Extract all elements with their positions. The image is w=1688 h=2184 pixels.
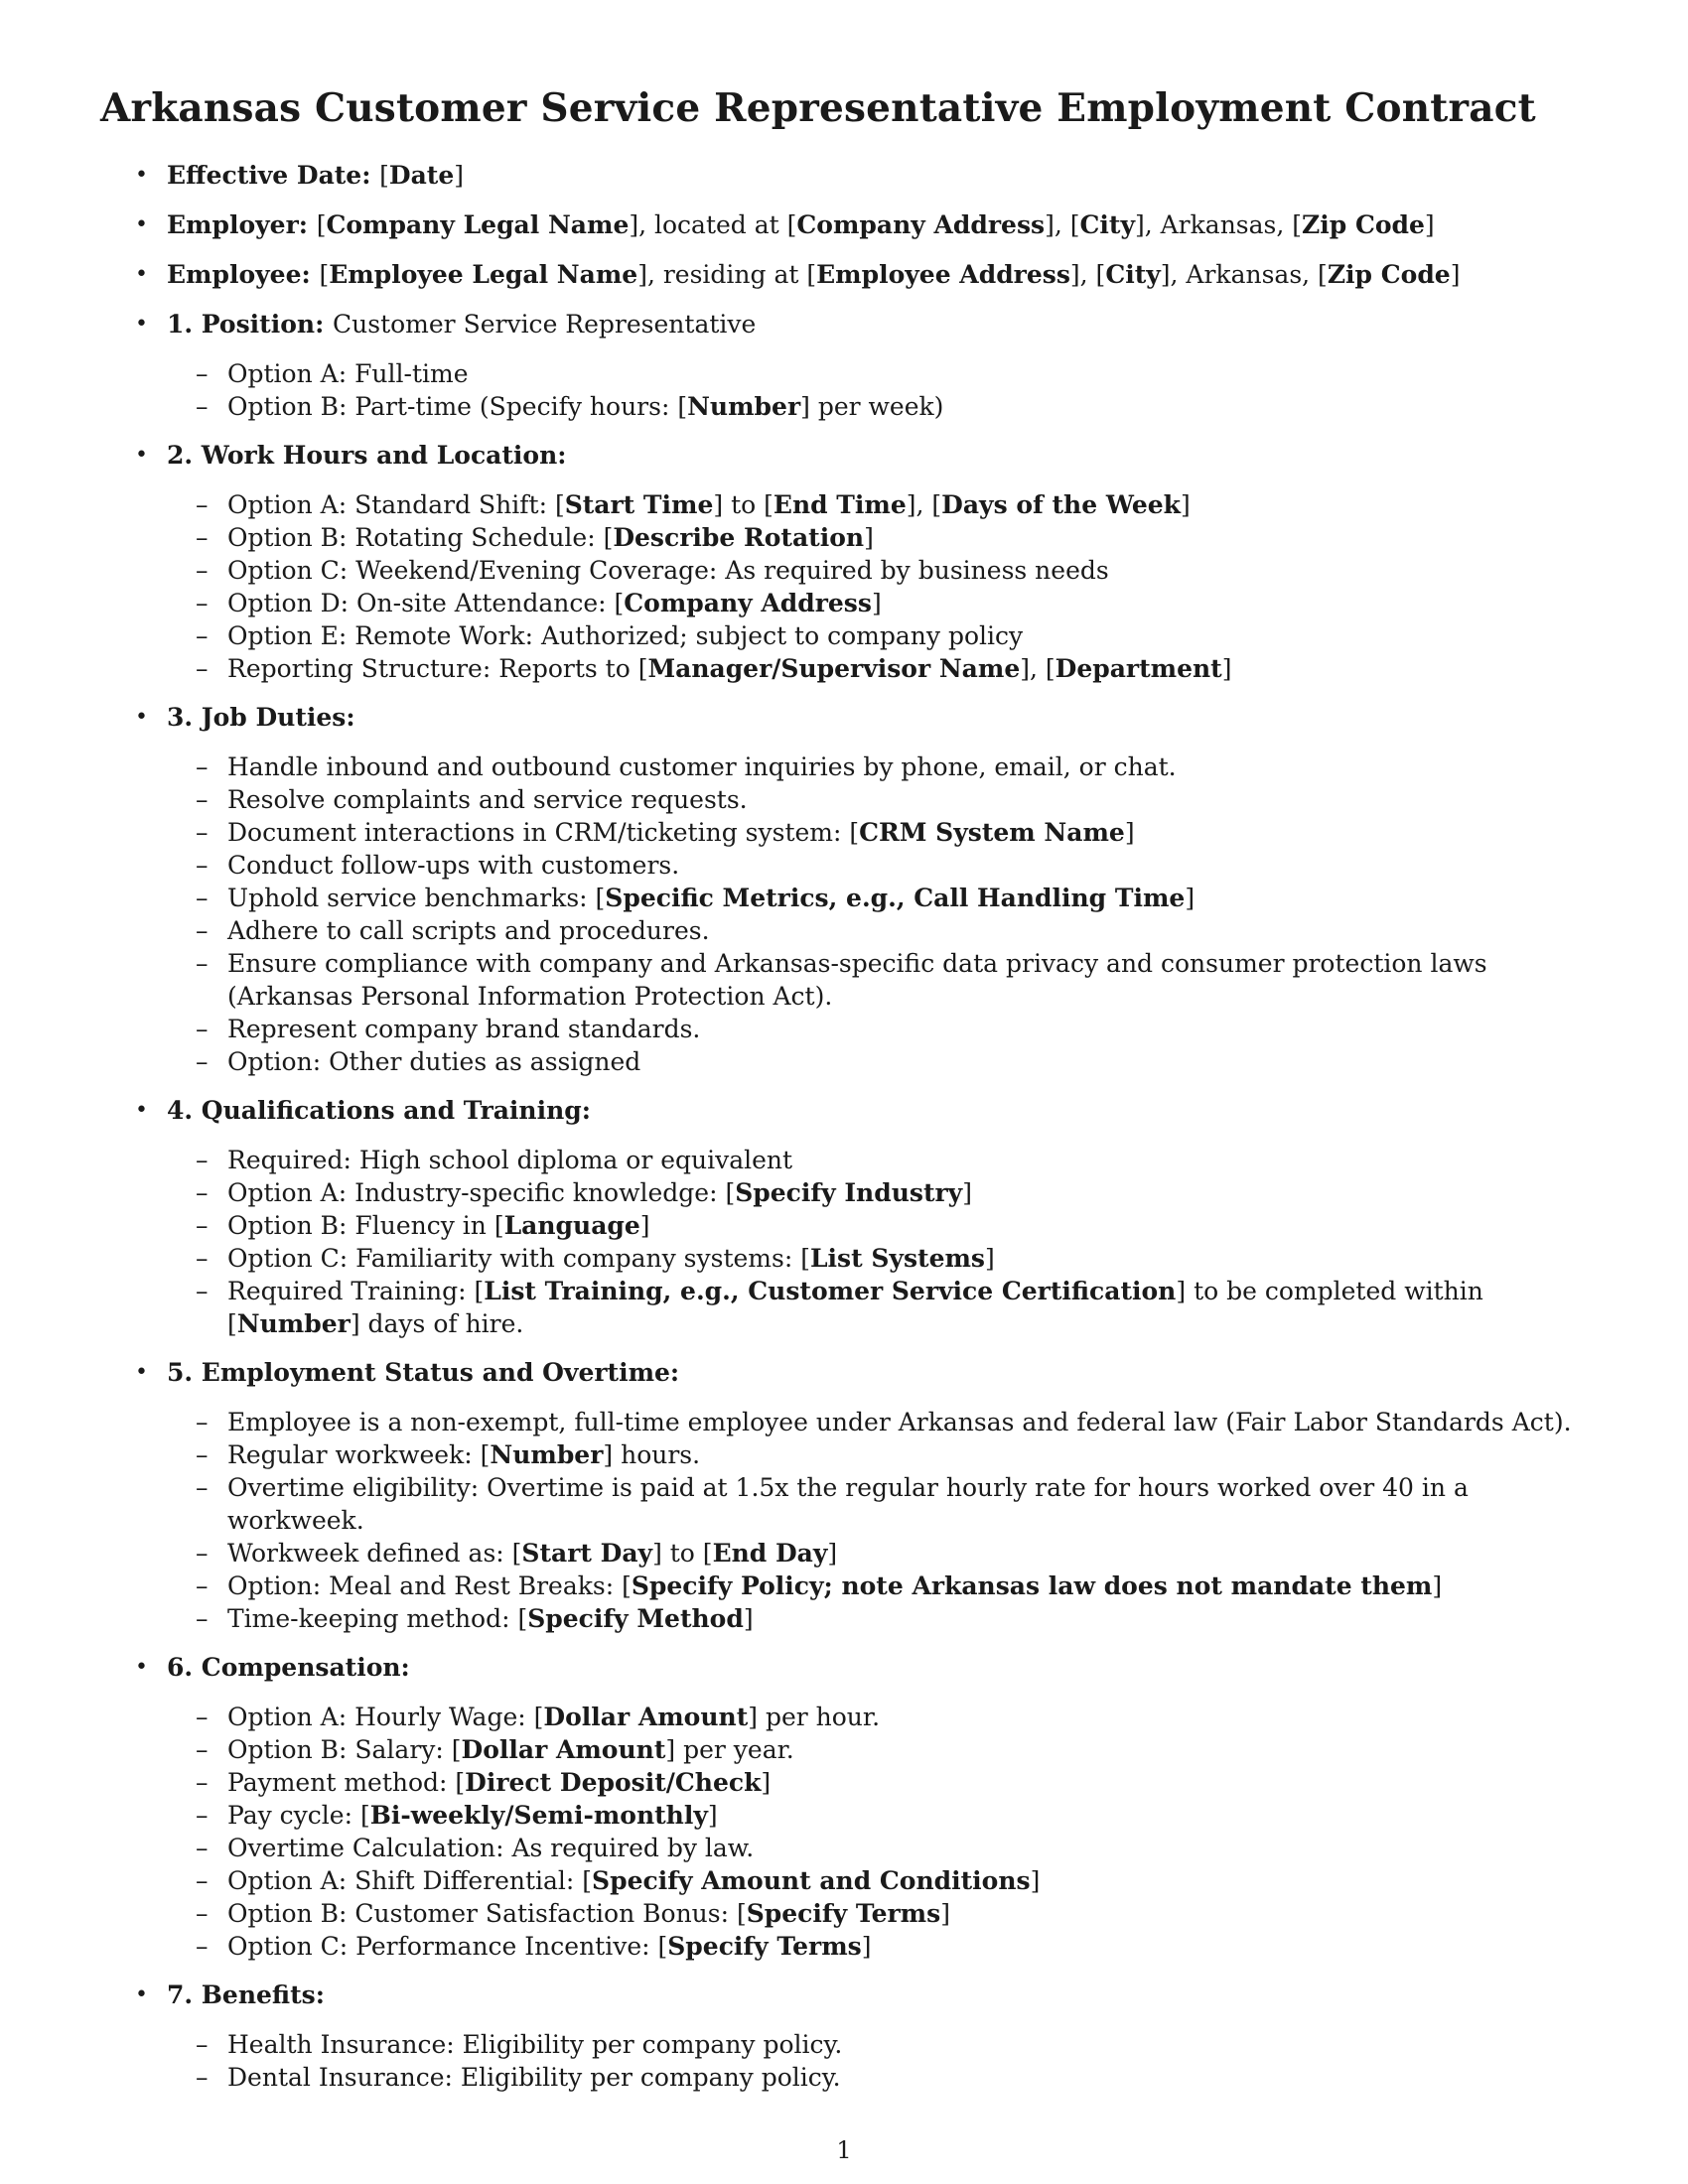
- bullet-icon: •: [135, 1982, 148, 2007]
- contract-item-text: [167, 208, 1593, 242]
- text-run: Pay cycle: [: [227, 1801, 370, 1830]
- text-run: Overtime eligibility: Overtime is paid at 1.5x the regular hourly rate for hours worked over 40 in a workweek.: [227, 1473, 1469, 1535]
- dash-icon: –: [196, 621, 209, 650]
- sub-item: [167, 783, 1593, 816]
- bullet-icon: •: [135, 443, 148, 468]
- sub-item: [167, 1864, 1593, 1897]
- dash-icon: –: [196, 1768, 209, 1797]
- bold-text-run: 5. Employment Status and Overtime:: [167, 1358, 680, 1387]
- text-run: Required Training: [: [227, 1277, 485, 1305]
- sub-item: [167, 587, 1593, 619]
- bold-text-run: Company Address: [624, 589, 872, 617]
- text-run: ]: [962, 1178, 972, 1207]
- dash-icon: –: [196, 949, 209, 978]
- text-run: ] to [: [652, 1539, 713, 1568]
- text-run: ] to be completed within [: [227, 1277, 1483, 1338]
- bold-text-run: End Time: [773, 490, 907, 519]
- text-run: ]: [985, 1244, 995, 1273]
- dash-icon: –: [196, 490, 209, 519]
- text-run: Conduct follow-ups with customers.: [227, 851, 680, 880]
- sub-item-list: [167, 1144, 1593, 1340]
- bold-text-run: Specify Terms: [746, 1899, 941, 1928]
- bold-text-run: Employee Legal Name: [329, 260, 638, 289]
- text-run: Option A: Hourly Wage: [: [227, 1703, 544, 1731]
- bullet-icon: •: [135, 163, 148, 188]
- text-run: ]: [1185, 884, 1196, 912]
- text-run: Regular workweek: [: [227, 1440, 491, 1469]
- bullet-icon: •: [135, 705, 148, 730]
- dash-icon: –: [196, 752, 209, 781]
- text-run: Option A: Standard Shift: [: [227, 490, 565, 519]
- text-run: Uphold service benchmarks: [: [227, 884, 606, 912]
- dash-icon: –: [196, 1703, 209, 1731]
- bold-text-run: Specific Metrics, e.g., Call Handling Time: [605, 884, 1186, 912]
- sub-item: [167, 1537, 1593, 1570]
- text-run: ] per year.: [665, 1735, 794, 1764]
- dash-icon: –: [196, 392, 209, 421]
- dash-icon: –: [196, 1047, 209, 1076]
- contract-item-text: [167, 159, 1593, 193]
- sub-item: [167, 1832, 1593, 1864]
- bold-text-run: Employee Address: [816, 260, 1070, 289]
- dash-icon: –: [196, 2030, 209, 2059]
- bullet-icon: •: [135, 1360, 148, 1385]
- text-run: Required: High school diploma or equivalent: [227, 1146, 793, 1174]
- bold-text-run: Zip Code: [1302, 210, 1425, 239]
- dash-icon: –: [196, 1440, 209, 1469]
- text-run: ]: [871, 589, 882, 617]
- dash-icon: –: [196, 1277, 209, 1305]
- sub-item-list: [167, 488, 1593, 685]
- dash-icon: –: [196, 1866, 209, 1895]
- text-run: ] days of hire.: [350, 1309, 524, 1338]
- dash-icon: –: [196, 916, 209, 945]
- sub-item: [167, 2061, 1593, 2094]
- sub-item: [167, 1045, 1593, 1078]
- text-run: ]: [639, 1211, 650, 1240]
- sub-item: [167, 1144, 1593, 1176]
- sub-item: [167, 357, 1593, 390]
- bullet-icon: •: [135, 212, 148, 237]
- text-run: ]: [1030, 1866, 1041, 1895]
- bold-text-run: Specify Policy; note Arkansas law does not mandate them: [631, 1571, 1433, 1600]
- dash-icon: –: [196, 1178, 209, 1207]
- text-run: Represent company brand standards.: [227, 1015, 701, 1043]
- bold-text-run: Number: [236, 1309, 351, 1338]
- sub-item: [167, 1275, 1593, 1340]
- bold-text-run: Direct Deposit/Check: [465, 1768, 762, 1797]
- bold-text-run: City: [1105, 260, 1161, 289]
- bold-text-run: Department: [1055, 654, 1222, 683]
- text-run: Option B: Rotating Schedule: [: [227, 523, 614, 552]
- bold-text-run: Number: [687, 392, 801, 421]
- dash-icon: –: [196, 1604, 209, 1633]
- dash-icon: –: [196, 1473, 209, 1502]
- text-run: ]: [761, 1768, 772, 1797]
- dash-icon: –: [196, 1571, 209, 1600]
- text-run: Dental Insurance: Eligibility per company policy.: [227, 2063, 841, 2092]
- contract-item: [0, 439, 1688, 685]
- dash-icon: –: [196, 884, 209, 912]
- text-run: ] per week): [800, 392, 944, 421]
- document-title: Arkansas Customer Service Representative Employment Contract: [100, 85, 1536, 131]
- contract-item-text: [167, 1979, 1593, 2012]
- sub-item: [167, 2028, 1593, 2061]
- dash-icon: –: [196, 654, 209, 683]
- contract-item-text: [167, 258, 1593, 292]
- sub-item: [167, 882, 1593, 914]
- bold-text-run: Dollar Amount: [461, 1735, 666, 1764]
- sub-item: [167, 947, 1593, 1013]
- bold-text-run: List Training, e.g., Customer Service Certification: [484, 1277, 1177, 1305]
- dash-icon: –: [196, 1899, 209, 1928]
- text-run: Option: Meal and Rest Breaks: [: [227, 1571, 632, 1600]
- text-run: Option C: Weekend/Evening Coverage: As required by business needs: [227, 556, 1109, 585]
- dash-icon: –: [196, 1244, 209, 1273]
- text-run: Handle inbound and outbound customer inquiries by phone, email, or chat.: [227, 752, 1177, 781]
- bullet-icon: •: [135, 1098, 148, 1123]
- dash-icon: –: [196, 1015, 209, 1043]
- text-run: ]: [1221, 654, 1232, 683]
- sub-item: [167, 1897, 1593, 1930]
- text-run: ], located at [: [629, 210, 797, 239]
- sub-item: [167, 914, 1593, 947]
- contract-item-list: [0, 159, 1688, 2110]
- contract-item: [0, 308, 1688, 423]
- sub-item: [167, 1733, 1593, 1766]
- dash-icon: –: [196, 2063, 209, 2092]
- text-run: [: [379, 161, 389, 190]
- text-run: ]: [861, 1932, 872, 1961]
- text-run: Resolve complaints and service requests.: [227, 785, 748, 814]
- dash-icon: –: [196, 523, 209, 552]
- bold-text-run: City: [1079, 210, 1135, 239]
- sub-item-list: [167, 357, 1593, 423]
- bold-text-run: Start Day: [521, 1539, 653, 1568]
- text-run: ]: [864, 523, 874, 552]
- sub-item: [167, 849, 1593, 882]
- contract-item: [0, 258, 1688, 292]
- bold-text-run: 3. Job Duties:: [167, 703, 355, 732]
- text-run: Ensure compliance with company and Arkansas-specific data privacy and consumer protection laws (Arkansas Personal Information Protection Act).: [227, 949, 1487, 1011]
- sub-item: [167, 488, 1593, 521]
- text-run: [: [319, 260, 330, 289]
- page-number: 1: [836, 2136, 852, 2164]
- text-run: Option D: On-site Attendance: [: [227, 589, 625, 617]
- sub-item: [167, 1799, 1593, 1832]
- text-run: ]: [707, 1801, 718, 1830]
- bold-text-run: Specify Amount and Conditions: [592, 1866, 1031, 1895]
- bold-text-run: Dollar Amount: [543, 1703, 749, 1731]
- text-run: Workweek defined as: [: [227, 1539, 522, 1568]
- text-run: Overtime Calculation: As required by law.: [227, 1834, 755, 1862]
- contract-item: [0, 1651, 1688, 1963]
- text-run: Option A: Full-time: [227, 359, 469, 388]
- text-run: ], residing at [: [637, 260, 817, 289]
- text-run: Document interactions in CRM/ticketing system: [: [227, 818, 860, 847]
- bold-text-run: 7. Benefits:: [167, 1980, 325, 2009]
- text-run: ], Arkansas, [: [1134, 210, 1303, 239]
- text-run: Health Insurance: Eligibility per company policy.: [227, 2030, 843, 2059]
- bold-text-run: Specify Method: [527, 1604, 744, 1633]
- sub-item: [167, 816, 1593, 849]
- dash-icon: –: [196, 1932, 209, 1961]
- text-run: Option B: Customer Satisfaction Bonus: [: [227, 1899, 747, 1928]
- text-run: Option: Other duties as assigned: [227, 1047, 641, 1076]
- text-run: ]: [1424, 210, 1435, 239]
- sub-item: [167, 1438, 1593, 1471]
- text-run: Employee is a non-exempt, full-time employee under Arkansas and federal law (Fair Labor Standards Act).: [227, 1408, 1572, 1436]
- text-run: ]: [1181, 490, 1191, 519]
- bold-text-run: Employee:: [167, 260, 320, 289]
- text-run: ], [: [1020, 654, 1055, 683]
- text-run: Option C: Performance Incentive: [: [227, 1932, 668, 1961]
- sub-item: [167, 1406, 1593, 1438]
- bullet-icon: •: [135, 1655, 148, 1680]
- text-run: ]: [827, 1539, 838, 1568]
- contract-item: [0, 1979, 1688, 2094]
- contract-item-text: [167, 439, 1593, 473]
- dash-icon: –: [196, 589, 209, 617]
- dash-icon: –: [196, 1801, 209, 1830]
- text-run: Option C: Familiarity with company systems: [: [227, 1244, 810, 1273]
- text-run: Reporting Structure: Reports to [: [227, 654, 648, 683]
- text-run: Option A: Shift Differential: [: [227, 1866, 593, 1895]
- bold-text-run: Bi-weekly/Semi-monthly: [369, 1801, 708, 1830]
- text-run: [: [316, 210, 327, 239]
- bold-text-run: Zip Code: [1327, 260, 1451, 289]
- sub-item-list: [167, 1701, 1593, 1963]
- text-run: ], [: [1045, 210, 1080, 239]
- dash-icon: –: [196, 1834, 209, 1862]
- bold-text-run: CRM System Name: [859, 818, 1125, 847]
- bold-text-run: Employer:: [167, 210, 317, 239]
- text-run: Adhere to call scripts and procedures.: [227, 916, 710, 945]
- sub-item: [167, 554, 1593, 587]
- contract-item-text: [167, 1651, 1593, 1685]
- sub-item-list: [167, 1406, 1593, 1635]
- contract-item: [0, 1356, 1688, 1635]
- text-run: Option B: Fluency in [: [227, 1211, 504, 1240]
- dash-icon: –: [196, 851, 209, 880]
- contract-item: [0, 159, 1688, 193]
- sub-item: [167, 751, 1593, 783]
- dash-icon: –: [196, 1211, 209, 1240]
- sub-item-list: [167, 751, 1593, 1078]
- contract-item: [0, 701, 1688, 1078]
- contract-item: [0, 208, 1688, 242]
- text-run: Option A: Industry-specific knowledge: [: [227, 1178, 736, 1207]
- text-run: ] hours.: [603, 1440, 701, 1469]
- text-run: ]: [1450, 260, 1461, 289]
- dash-icon: –: [196, 1408, 209, 1436]
- bold-text-run: Language: [503, 1211, 640, 1240]
- dash-icon: –: [196, 359, 209, 388]
- sub-item: [167, 1570, 1593, 1602]
- bold-text-run: End Day: [712, 1539, 828, 1568]
- bold-text-run: Date: [388, 161, 455, 190]
- bullet-icon: •: [135, 262, 148, 287]
- text-run: ] per hour.: [748, 1703, 881, 1731]
- bold-text-run: 1. Position:: [167, 310, 334, 339]
- sub-item: [167, 652, 1593, 685]
- contract-item-text: [167, 1356, 1593, 1390]
- sub-item: [167, 1930, 1593, 1963]
- contract-item: [0, 1094, 1688, 1340]
- text-run: ]: [743, 1604, 754, 1633]
- bold-text-run: 4. Qualifications and Training:: [167, 1096, 591, 1125]
- bold-text-run: Effective Date:: [167, 161, 380, 190]
- sub-item-list: [167, 2028, 1593, 2094]
- sub-item: [167, 1701, 1593, 1733]
- dash-icon: –: [196, 785, 209, 814]
- bold-text-run: List Systems: [809, 1244, 986, 1273]
- text-run: Option E: Remote Work: Authorized; subject to company policy: [227, 621, 1024, 650]
- dash-icon: –: [196, 1735, 209, 1764]
- text-run: ]: [940, 1899, 950, 1928]
- bold-text-run: Company Legal Name: [326, 210, 630, 239]
- bold-text-run: Company Address: [796, 210, 1046, 239]
- bold-text-run: Number: [490, 1440, 604, 1469]
- bold-text-run: Manager/Supervisor Name: [647, 654, 1021, 683]
- bold-text-run: Specify Terms: [667, 1932, 862, 1961]
- contract-item-text: [167, 308, 1593, 341]
- text-run: Payment method: [: [227, 1768, 466, 1797]
- dash-icon: –: [196, 1146, 209, 1174]
- text-run: ]: [454, 161, 465, 190]
- text-run: Option B: Salary: [: [227, 1735, 462, 1764]
- dash-icon: –: [196, 1539, 209, 1568]
- text-run: ], [: [1069, 260, 1106, 289]
- bold-text-run: 6. Compensation:: [167, 1653, 410, 1682]
- bold-text-run: 2. Work Hours and Location:: [167, 441, 567, 470]
- sub-item: [167, 1176, 1593, 1209]
- text-run: Customer Service Representative: [333, 310, 757, 339]
- sub-item: [167, 1209, 1593, 1242]
- bullet-icon: •: [135, 312, 148, 337]
- text-run: Time-keeping method: [: [227, 1604, 528, 1633]
- contract-item-text: [167, 1094, 1593, 1128]
- dash-icon: –: [196, 818, 209, 847]
- sub-item: [167, 1766, 1593, 1799]
- sub-item: [167, 1242, 1593, 1275]
- bold-text-run: Days of the Week: [941, 490, 1181, 519]
- sub-item: [167, 390, 1593, 423]
- text-run: ], [: [906, 490, 942, 519]
- bold-text-run: Specify Industry: [735, 1178, 963, 1207]
- contract-item-text: [167, 701, 1593, 735]
- sub-item: [167, 619, 1593, 652]
- bold-text-run: Start Time: [564, 490, 714, 519]
- sub-item: [167, 521, 1593, 554]
- bold-text-run: Describe Rotation: [613, 523, 865, 552]
- text-run: Option B: Part-time (Specify hours: [: [227, 392, 688, 421]
- dash-icon: –: [196, 556, 209, 585]
- sub-item: [167, 1013, 1593, 1045]
- text-run: ]: [1432, 1571, 1443, 1600]
- text-run: ]: [1124, 818, 1135, 847]
- sub-item: [167, 1602, 1593, 1635]
- text-run: ] to [: [713, 490, 774, 519]
- text-run: ], Arkansas, [: [1160, 260, 1328, 289]
- sub-item: [167, 1471, 1593, 1537]
